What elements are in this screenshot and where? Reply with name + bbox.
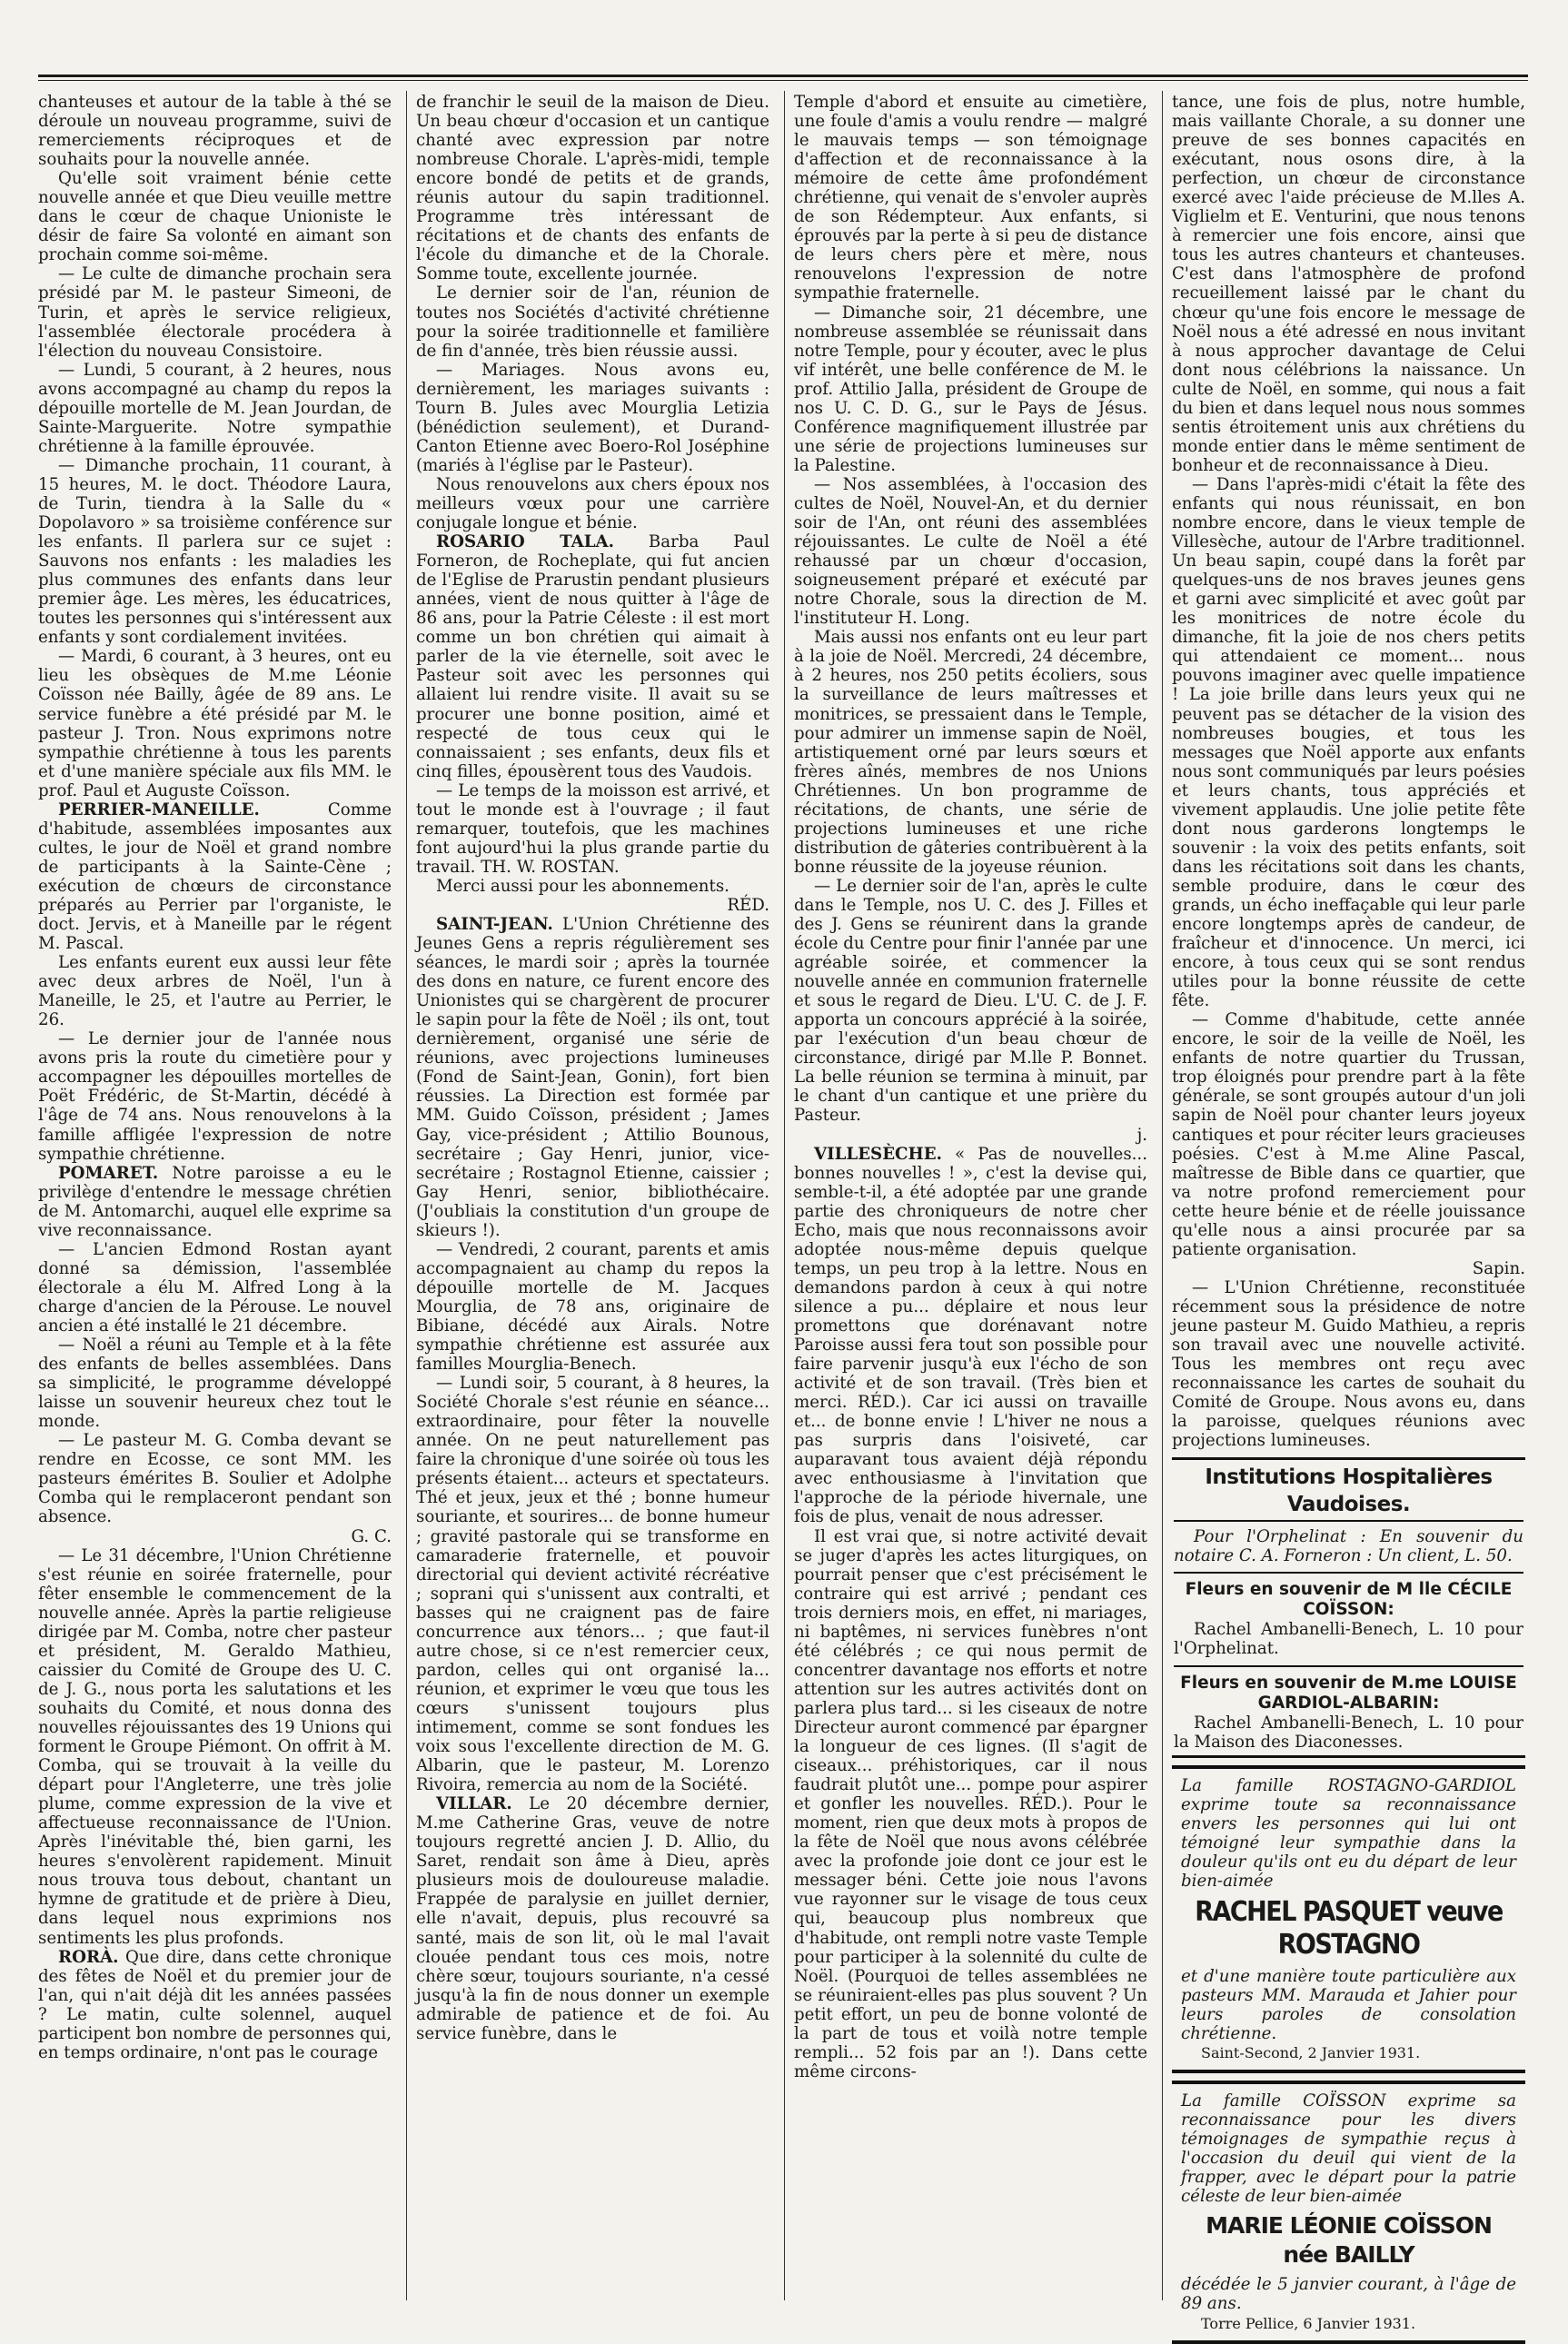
header-rule — [38, 74, 1528, 77]
paragraph — [38, 361, 392, 456]
paragraph — [416, 93, 769, 283]
paragraph-text: Il est vrai que, si notre activité devait se juger d'après les actes liturgiques, on pourrait penser que c'est précisément le contraire qui est arrivé ; pendant ces trois derniers mois, en effet, ni mariages, ni baptêmes, ni services funèbres n'ont été célébrés ; ce qui nous permit de concentrer davantage nos efforts et notre attention sur les autres activités dont on parlera plus tard... si les ciseaux de notre Directeur auront commencé par épargner la longueur de ces lignes. (Il s'agit de ciseaux... préhistoriques, car il nous faudrait plutôt une... pompe pour aspirer et gonfler les nouvelles. RÉD.). Pour le moment, rien que deux mots à propos de la fête de Noël que nous avons célébrée avec la profonde joie dont ce jour est le messager béni. Cette joie nous l'avons vue rayonner sur le visage de tous ceux qui, beaucoup plus nombreux que d'habitude, ont rempli notre vaste Temple pour participer à la solennité du culte de Noël. (Pourquoi de telles assemblées ne se réuniraient-elles pas plus souvent ? Un petit effort, un peu de bonne volonté de la part de tous et voilà notre temple rempli... 52 fois par an !). Dans cette même circons- — [794, 1526, 1147, 2081]
parish-heading: RORÀ. — [58, 1947, 119, 1967]
notice-outro: et d'une manière toute particulière aux pasteurs MM. Marauda et Jahier pour leurs paroles de consolation chrétienne. — [1181, 1966, 1516, 2044]
paragraph-text: L'Union Chrétienne des Jeunes Gens a repris régulièrement ses séances, le mardi soir ; après la tournée des dons en nature, ce furent encore des Unionistes qui se chargèrent de procurer le sapin pour la fête de Noël ; ils ont, tout dernièrement, organisé une série de réunions, avec projections lumineuses (Fond de Saint-Jean, Gonin), fort bien réussies. La Direction est formée par MM. Guido Coïsson, président ; James Gay, vice-président ; Attilio Bounous, secrétaire ; Gay Henri, junior, vice-secrétaire ; Rostagnol Etienne, caissier ; Gay Henri, senior, bibliothécaire. (J'oubliais la constitution d'un groupe de skieurs !). — [416, 915, 769, 1240]
paragraph — [1172, 1278, 1525, 1450]
paragraph — [416, 877, 769, 896]
paragraph-text: Comme d'habitude, assemblées imposantes aux cultes, le jour de Noël et grand nombre de participants à la Sainte-Cène ; exécution de chœurs de circonstance préparés au Perrier par l'organiste, le doct. Jervis, et à Maneille par le régent M. Pascal. — [38, 800, 392, 954]
paragraph — [1172, 93, 1525, 475]
paragraph-text: Le dernier soir de l'an, réunion de toutes nos Sociétés d'activité chrétienne pour la soirée traditionnelle et familière de fin d'année, très bien réussie aussi. — [416, 283, 769, 361]
paragraph — [794, 1126, 1147, 1145]
column-3 — [794, 93, 1147, 2300]
parish-heading: VILLESÈCHE. — [814, 1144, 942, 1164]
paragraph — [794, 93, 1147, 303]
paragraph — [38, 953, 392, 1029]
paragraph — [794, 1527, 1147, 2081]
paragraph-text: Sapin. — [1472, 1258, 1525, 1278]
paragraph-text: de franchir le seuil de la maison de Dieu. Un beau chœur d'occasion et un cantique chanté avec expression par notre nombreuse Chorale. L'après-midi, temple encore bondé de petits et de grands, réunis autour du sapin traditionnel. Programme très intéressant de récitations et de chants des enfants de l'école du dimanche et de la Chorale. Somme toute, excellente journée. — [416, 93, 769, 284]
paragraph-text: — Le dernier soir de l'an, après le culte dans le Temple, nos U. C. des J. Filles et des J. Gens se réunirent dans la grande école du Centre pour finir l'année par une agréable soirée, et commencer la nouvelle année en communion fraternelle et sous le regard de Dieu. L'U. C. de J. F. apporta un concours apprécié à la soirée, par l'exécution d'un beau chœur de circonstance, dirigé par M.lle P. Bonnet. La belle réunion se termina à minuit, par le chant d'un cantique et une prière du Pasteur. — [794, 876, 1147, 1126]
paragraph-text: Le 20 décembre dernier, M.me Catherine Gras, veuve de notre toujours regretté ancien J. D. Allio, du Saret, rendait son âme à Dieu, après plusieurs mois de douloureuse maladie. Frappée de paralysie en juillet dernier, elle n'avait, depuis, plus recouvré sa santé, mais de son lit, où le mal l'avait clouée pendant tous ces mois, notre chère sœur, toujours souriante, n'a cessé jusqu'à la fin de nous donner un exemple admirable de patience et de foi. Au service funèbre, dans le — [416, 1794, 769, 2043]
column-divider — [406, 91, 407, 2300]
notice-outro: décédée le 5 janvier courant, à l'âge de 89 ans. — [1181, 2275, 1516, 2314]
paragraph-text: j. — [1136, 1125, 1147, 1145]
paragraph — [38, 169, 392, 264]
paragraph-text: — Lundi soir, 5 courant, à 8 heures, la Société Chorale s'est réunie en séance... extraordinaire, pour fêter la nouvelle année. On ne peut naturellement pas faire la chronique d'une soirée où tous les présents étaient... acteurs et spectateurs. Thé et jeux, jeux et thé ; bonne humeur souriante, et sourires... de bonne humeur ; gravité pastorale qui se transforme en camaraderie fraternelle, et pouvoir directorial qui devient activité récréative ; soprani qui s'unissent aux contralti, et basses qui ne craignent pas de faire concurrence aux ténors... ; que faut-il autre chose, si ce n'est remercier ceux, pardon, celles qui ont organisé la... réunion, et exprimer le vœu que tous les cœurs s'unissent toujours plus intimement, comme se sont fondues les voix sous l'excellente direction de M. G. Albarin, que le pasteur, M. Lorenzo Rivoira, remercia au nom de la Société. — [416, 1374, 769, 1795]
paragraph-text: chanteuses et autour de la table à thé se déroule un nouveau programme, suivi de remerciements réciproques et de souhaits pour la nouvelle année. — [38, 93, 392, 170]
column-divider — [784, 91, 785, 2300]
orphelinat-note: Pour l'Orphelinat : En souvenir du notaire C. A. Forneron : Un client, L. 50. — [1174, 1527, 1523, 1566]
section-paragraph — [416, 1794, 769, 2043]
paragraph — [38, 264, 392, 360]
paragraph — [416, 896, 769, 915]
flowers-text: Rachel Ambanelli-Benech, L. 10 pour l'Orphelinat. — [1174, 1620, 1523, 1659]
section-paragraph — [416, 915, 769, 1240]
paragraph-text: Barba Paul Forneron, de Rocheplate, qui fut ancien de l'Eglise de Prarustin pendant plusieurs années, vient de nous quitter à l'âge de 86 ans, pour la Patrie Céleste : il est mort comme un bon chrétien qui aimait à parler de la vie éternelle, soit avec le Pasteur soit avec les personnes qui allaient lui rendre visite. Il avait su se procurer une bonne position, aimé et respecté de tous ceux qui le connaissaient ; ses enfants, deux fils et cinq filles, épousèrent tous des Vaudois. — [416, 532, 769, 781]
parish-heading: ROSARIO TALA. — [436, 532, 615, 552]
paragraph — [416, 781, 769, 877]
paragraph-text: — Comme d'habitude, cette année encore, le soir de la veille de Noël, les enfants de notre quartier du Trussan, trop éloignés pour prendre part à la fête générale, se sont groupés autour d'un joli sapin de Noël pour chanter leurs joyeux cantiques et pour réciter leurs gracieuses poésies. C'est à M.me Aline Pascal, maîtresse de Bible dans ce quartier, que va notre profond remerciement pour cette heure bénie et de réelle jouissance qu'elle nous a ainsi procurée par sa patiente organisation. — [1172, 1010, 1525, 1259]
paragraph — [416, 475, 769, 532]
header-rule-thin — [38, 80, 1528, 81]
notice-intro: La famille COÏSSON exprime sa reconnaissance pour les divers témoignages de sympathie reçus à l'occasion du deuil qui vient de la frapper, avec le départ pour la patrie céleste de leur bien-aimée — [1181, 2091, 1516, 2207]
paragraph-text: — Le 31 décembre, l'Union Chrétienne s'est réunie en soirée fraternelle, pour fêter ensemble le commencement de la nouvelle année. Après la partie religieuse dirigée par M. Comba, notre cher pasteur et président, M. Geraldo Mathieu, caissier du Comité de Groupe des U. C. de J. G., nous porta les salutations et les souhaits du Comité, et nous donna des nouvelles réjouissantes des 19 Unions qui forment le Groupe Piémont. On offrit à M. Comba, qui se trouvait à la veille du départ pour l'Angleterre, une très jolie plume, comme expression de la vive et affectueuse reconnaissance de l'Union. Après l'inévitable thé, bien garni, les heures s'envolèrent rapidement. Minuit nous trouva tous debout, chantant un hymne de gratitude et de prière à Dieu, dans lequel nous exprimions nos sentiments les plus profonds. — [38, 1545, 392, 1948]
paragraph-text: tance, une fois de plus, notre humble, mais vaillante Chorale, a su donner une preuve de ses bonnes capacités en exécutant, nous osons dire, à la perfection, un chœur de circonstance exercé avec l'aide précieuse de M.lles A. Viglielm et E. Venturini, que nous tenons à remercier une fois encore, ainsi que tous les autres chanteurs et chanteuses. C'est dans l'atmosphère de profond recueillement laissé par le chant du chœur qu'une fois encore le message de Noël nous a été adressé en nous invitant à nous approcher davantage de Celui dont nous célébrions la naissance. Un culte de Noël, en somme, qui nous a fait du bien et dans lequel nous nous sommes sentis étroitement unis aux chrétiens du monde entier dans le même sentiment de bonheur et de reconnaissance à Dieu. — [1172, 93, 1525, 475]
paragraph — [38, 1336, 392, 1431]
paragraph-text: Mais aussi nos enfants ont eu leur part à la joie de Noël. Mercredi, 24 décembre, à 2 heures, nos 250 petits écoliers, sous la surveillance de leurs maîtresses et monitrices, se pressaient dans le Temple, pour admirer un immense sapin de Noël, artistiquement orné par leurs sœurs et frères aînés, membres de nos Unions Chrétiennes. Un bon programme de récitations, de chants, une série de projections lumineuses et une riche distribution de gâteries contribuèrent à la bonne réussite de la joyeuse réunion. — [794, 628, 1148, 877]
parish-heading: VILLAR. — [436, 1794, 512, 1814]
paragraph-text: — Mariages. Nous avons eu, dernièrement, les mariages suivants : Tourn B. Jules avec Mourglia Letizia (bénédiction seulement), et Durand-Canton Etienne avec Boero-Rol Joséphine (mariés à l'église par le Pasteur). — [416, 360, 769, 475]
paragraph-text: — Dans l'après-midi c'était la fête des enfants qui nous réunissait, en bon nombre encore, dans le vieux temple de Villesèche, autour de l'Arbre traditionnel. Un beau sapin, coupé dans la forêt par quelques-uns de nos braves jeunes gens et garni avec simplicité et avec goût par les monitrices de notre école du dimanche, fit la joie de nos chers petits qui attendaient ce moment... nous pouvons imaginer avec quelle impatience ! La joie brille dans leurs yeux qui ne peuvent pas se détacher de la vision des nombreuses bougies, et tous les messages que Noël apporte aux enfants nous sont communiqués par leurs poésies et leurs chants, tous appréciés et vivement applaudis. Une jolie petite fête dont nous garderons longtemps le souvenir : la voix des petits enfants, soit dans les récitations soit dans les chants, semble produire, dans le cœur des grands, un écho ineffaçable qui leur parle encore longtemps après de candeur, de fraîcheur et d'innocence. Un merci, ici encore, à tous ceux qui se sont rendus utiles pour la bonne réussite de cette fête. — [1172, 474, 1525, 1011]
column-divider — [1162, 91, 1163, 2300]
paragraph — [416, 361, 769, 475]
section-paragraph — [38, 1948, 392, 2062]
paragraph — [1172, 475, 1525, 1010]
paragraph-text: — Dimanche prochain, 11 courant, à 15 heures, M. le doct. Théodore Laura, de Turin, tiendra à la Salle du « Dopolavoro » sa troisième conférence sur les enfants. Il parlera sur ce sujet : Sauvons nos enfants : les maladies les plus communes des enfants dans leur premier âge. Les mères, les éducatrices, toutes les personnes qui s'intéressent aux enfants y sont cordialement invitées. — [38, 455, 392, 648]
institutions-box — [1172, 1457, 1525, 1757]
paragraph-text: — Nos assemblées, à l'occasion des cultes de Noël, Nouvel-An, et du dernier soir de l'An, ont réuni des assemblées réjouissantes. Le culte de Noël a été rehaussé par un chœur d'occasion, soigneusement préparé et exécuté par notre Chorale, sous la direction de M. l'instituteur H. Long. — [794, 474, 1147, 629]
notice-name: MARIE LÉONIE COÏSSON née BAILLY — [1206, 2212, 1492, 2269]
flowers-text: Rachel Ambanelli-Benech, L. 10 pour la Maison des Diaconesses. — [1174, 1713, 1523, 1752]
institutions-title: Institutions Hospitalières Vaudoises. — [1205, 1465, 1493, 1517]
section-paragraph — [38, 1164, 392, 1240]
paragraph-text: — Lundi, 5 courant, à 2 heures, nous avons accompagné au champ du repos la dépouille mortelle de M. Jean Jourdan, de Sainte-Marguerite. Notre sympathie chrétienne à la famille éprouvée. — [38, 360, 392, 456]
paragraph-text: — L'ancien Edmond Rostan ayant donné sa démission, l'assemblée électorale a élu M. Alfred Long à la charge d'ancien de la Pérouse. Le nouvel ancien a été installé le 21 décembre. — [38, 1239, 392, 1336]
paragraph — [794, 303, 1147, 475]
paragraph-text: — Noël a réuni au Temple et à la fête des enfants de belles assemblées. Dans sa simplicité, le programme développé laisse un souvenir heureux chez tout le monde. — [38, 1336, 392, 1432]
paragraph — [38, 1029, 392, 1163]
paragraph-text: — Le culte de dimanche prochain sera présidé par M. le pasteur Simeoni, de Turin, et après le service religieux, l'assemblée électorale procédera à l'élection du nouveau Consistoire. — [38, 264, 392, 361]
paragraph-text: — Mardi, 6 courant, à 3 heures, ont eu lieu les obsèques de M.me Léonie Coïsson née Bailly, âgée de 89 ans. Le service funèbre a été présidé par M. le pasteur J. Tron. Nous exprimons notre sympathie chrétienne à tous les parents et d'une manière spéciale aux fils MM. le prof. Paul et Auguste Coïsson. — [38, 647, 392, 800]
paragraph-text: — Le dernier jour de l'année nous avons pris la route du cimetière pour y accompagner les dépouilles mortelles de Poët Frédéric, de St-Martin, décédé à l'âge de 74 ans. Nous renouvelons à la famille affligée l'expression de notre sympathie chrétienne. — [38, 1029, 392, 1164]
paragraph-text: Merci aussi pour les abonnements. — [436, 876, 729, 896]
paragraph — [38, 1527, 392, 1546]
column-2 — [416, 93, 769, 2300]
paragraph-text: Qu'elle soit vraiment bénie cette nouvelle année et que Dieu veuille mettre dans le cœur de chaque Unioniste le désir de faire Sa volonté en aimant son prochain comme soi-même. — [38, 169, 392, 265]
paragraph — [38, 647, 392, 800]
paragraph-text: — Dimanche soir, 21 décembre, une nombreuse assemblée se réunissait dans notre Temple, pour y écouter, avec le plus vif intérêt, une belle conférence de M. le prof. Attilio Jalla, président de Groupe de nos U. C. D. G., sur le Pays de Jésus. Conférence magnifiquement illustrée par une série de projections lumineuses sur la Palestine. — [794, 303, 1147, 475]
paragraph — [794, 628, 1147, 877]
notice-dateline: Torre Pellice, 6 Janvier 1931. — [1201, 2314, 1416, 2332]
paragraph-text: RÉD. — [727, 895, 769, 915]
paragraph — [794, 475, 1147, 628]
section-paragraph — [416, 532, 769, 781]
paragraph-text: Les enfants eurent eux aussi leur fête avec deux arbres de Noël, l'un à Maneille, le 25, et l'autre au Perrier, le 26. — [38, 953, 392, 1030]
paragraph-text: — Le temps de la moisson est arrivé, et tout le monde est à l'ouvrage ; il faut remarquer, toutefois, que les machines font aujourd'hui la plus grande partie du travail. TH. W. ROSTAN. — [416, 780, 769, 877]
parish-heading: POMARET. — [58, 1163, 159, 1183]
section-paragraph — [794, 1145, 1147, 1527]
paragraph-text: Nous renouvelons aux chers époux nos meilleurs vœux pour une carrière conjugale longue et bénie. — [416, 474, 769, 533]
flowers-heading: Fleurs en souvenir de M.me LOUISE GARDIOL-ALBARIN: — [1180, 1673, 1517, 1713]
thanks-notice — [1172, 2081, 1525, 2343]
paragraph — [38, 93, 392, 169]
column-4 — [1172, 93, 1525, 2332]
paragraph — [416, 283, 769, 360]
paragraph — [38, 456, 392, 647]
paragraph — [1172, 1010, 1525, 1259]
paragraph-text: Notre paroisse a eu le privilège d'entendre le message chrétien de M. Antomarchi, auquel elle exprime sa vive reconnaissance. — [38, 1163, 392, 1240]
notice-intro: La famille ROSTAGNO-GARDIOL exprime toute sa reconnaissance envers les personnes qui lui ont témoigné leur sympathie dans la douleur qu'ils ont eu du départ de leur bien-aimée — [1181, 1775, 1516, 1891]
paragraph-text: — Vendredi, 2 courant, parents et amis accompagnaient au champ du repos la dépouille mortelle de M. Jacques Mourglia, de 78 ans, originaire de Bibiane, décédé aux Airals. Notre sympathie chrétienne est assurée aux familles Mourglia-Benech. — [416, 1239, 769, 1375]
flowers-heading: Fleurs en souvenir de M lle CÉCILE COÏSSON: — [1185, 1580, 1513, 1620]
paragraph — [38, 1240, 392, 1336]
parish-heading: SAINT-JEAN. — [436, 915, 553, 935]
paragraph — [1172, 1259, 1525, 1278]
notice-name: RACHEL PASQUET veuve ROSTAGNO — [1195, 1895, 1503, 1961]
paragraph-text: « Pas de nouvelles... bonnes nouvelles ! », c'est la devise qui, semble-t-il, a été adoptée par une grande partie des chroniqueurs de notre cher Echo, mais que nous reconnaissons avoir adoptée nous-même depuis quelque temps, un peu trop à la lettre. Nous en demandons pardon à ceux à qui notre silence a pu... déplaire et nous leur promettons que dorénavant notre Paroisse aussi fera tout son possible pour faire parvenir jusqu'à eux l'écho de son activité et de son travail. (Très bien et merci. RÉD.). Car ici aussi on travaille et... de bonne envie ! L'hiver ne nous a pas surpris dans l'oisiveté, car auparavant tous avaient déjà répondu avec enthousiasme à l'invitation que l'approche de la période hivernale, une fois de plus, venait de nous adresser. — [794, 1144, 1147, 1527]
thanks-notice — [1172, 1765, 1525, 2074]
notice-dateline: Saint-Second, 2 Janvier 1931. — [1201, 2044, 1421, 2062]
parish-heading: PERRIER-MANEILLE. — [58, 800, 260, 819]
paragraph-text: Que dire, dans cette chronique des fêtes de Noël et du premier jour de l'an, qui n'ait déjà dit les années passées ? Le matin, culte solennel, auquel participent bon nombre de personnes qui, en temps ordinaire, n'ont pas le courage — [38, 1947, 392, 2062]
section-paragraph — [38, 800, 392, 953]
paragraph — [416, 1374, 769, 1794]
paragraph — [416, 1240, 769, 1374]
paragraph-text: — Le pasteur M. G. Comba devant se rendre en Ecosse, ce sont MM. les pasteurs émérites B. Soulier et Adolphe Comba qui le remplaceront pendant son absence. — [38, 1431, 392, 1527]
paragraph-text: Temple d'abord et ensuite au cimetière, une foule d'amis a voulu rendre — malgré le mauvais temps — son témoignage d'affection et de reconnaissance à la mémoire de cette âme profondément chrétienne, qui venait de s'envoler auprès de son Rédempteur. Aux enfants, si éprouvés par la perte à si peu de distance de leurs chers père et mère, nous renouvelons l'expression de notre sympathie fraternelle. — [794, 93, 1147, 303]
paragraph — [794, 877, 1147, 1126]
paragraph — [38, 1546, 392, 1948]
paragraph-text: — L'Union Chrétienne, reconstituée récemment sous la présidence de notre jeune pasteur M. Guido Mathieu, a repris son travail avec une nouvelle activité. Tous les membres ont reçu avec reconnaissance les cartes de souhait du Comité de Groupe. Nous avons eu, dans la paroisse, quelques réunions avec projections lumineuses. — [1172, 1277, 1525, 1451]
paragraph — [38, 1431, 392, 1526]
paragraph-text: G. C. — [351, 1526, 392, 1546]
column-1 — [38, 93, 392, 2300]
